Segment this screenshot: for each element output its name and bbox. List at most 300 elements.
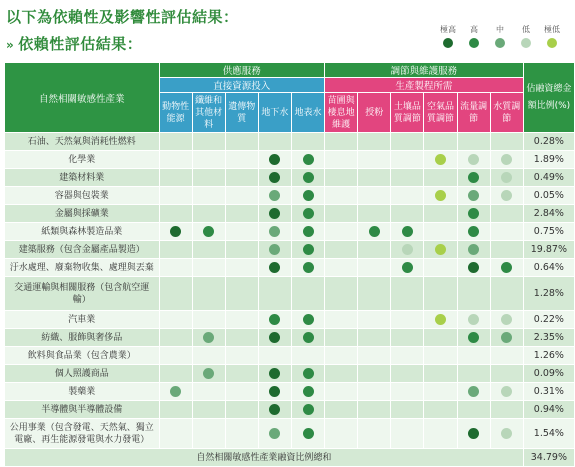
rating-cell bbox=[391, 205, 424, 223]
rating-dot-icon bbox=[402, 226, 413, 237]
rating-cell bbox=[358, 259, 391, 277]
rating-cell bbox=[258, 329, 291, 347]
rating-cell bbox=[159, 277, 192, 311]
financing-pct: 2.84% bbox=[523, 205, 574, 223]
rating-dot-icon bbox=[468, 262, 479, 273]
rating-cell bbox=[457, 347, 490, 365]
rating-dot-icon bbox=[303, 172, 314, 183]
rating-dot-icon bbox=[468, 386, 479, 397]
financing-pct: 0.31% bbox=[523, 383, 574, 401]
column-header: 授粉 bbox=[358, 93, 391, 133]
rating-cell bbox=[490, 419, 523, 449]
rating-cell bbox=[192, 241, 225, 259]
legend-dot-icon bbox=[495, 38, 505, 48]
subgroup-header-supply: 直接資源投入 bbox=[159, 78, 325, 93]
rating-cell bbox=[192, 223, 225, 241]
table-row bbox=[5, 187, 575, 205]
rating-cell bbox=[258, 241, 291, 259]
pct-header: 佔融資總金額比例(%) bbox=[523, 63, 574, 133]
rating-dot-icon bbox=[303, 404, 314, 415]
rating-cell bbox=[325, 347, 358, 365]
rating-cell bbox=[258, 133, 291, 151]
section-subheading bbox=[6, 33, 142, 54]
rating-cell bbox=[457, 241, 490, 259]
rating-cell bbox=[391, 365, 424, 383]
table-row bbox=[5, 223, 575, 241]
legend-label: 極高 bbox=[440, 25, 456, 34]
rating-dot-icon bbox=[303, 332, 314, 343]
rating-dot-icon bbox=[501, 386, 512, 397]
rating-dot-icon bbox=[269, 404, 280, 415]
rating-cell bbox=[258, 383, 291, 401]
rating-dot-icon bbox=[203, 226, 214, 237]
rating-cell bbox=[225, 383, 258, 401]
rating-cell bbox=[325, 151, 358, 169]
industry-label: 個人照護商品 bbox=[5, 365, 160, 383]
industry-label: 金屬與採礦業 bbox=[5, 205, 160, 223]
rating-cell bbox=[291, 169, 324, 187]
rating-cell bbox=[325, 133, 358, 151]
rating-cell bbox=[325, 329, 358, 347]
rating-cell bbox=[325, 205, 358, 223]
total-row bbox=[5, 449, 575, 467]
rating-dot-icon bbox=[269, 154, 280, 165]
legend-dot-icon bbox=[521, 38, 531, 48]
rating-dot-icon bbox=[269, 368, 280, 379]
rating-cell bbox=[490, 401, 523, 419]
rating-cell bbox=[225, 419, 258, 449]
rating-cell bbox=[490, 205, 523, 223]
rating-cell bbox=[258, 187, 291, 205]
rating-dot-icon bbox=[303, 226, 314, 237]
rating-cell bbox=[159, 419, 192, 449]
rating-cell bbox=[358, 419, 391, 449]
column-header: 纖維和其他材料 bbox=[192, 93, 225, 133]
total-pct: 34.79% bbox=[523, 449, 574, 467]
rating-cell bbox=[258, 223, 291, 241]
table-row bbox=[5, 241, 575, 259]
rating-cell bbox=[159, 151, 192, 169]
rating-cell bbox=[358, 277, 391, 311]
table-row bbox=[5, 365, 575, 383]
rating-dot-icon bbox=[501, 332, 512, 343]
rating-cell bbox=[258, 151, 291, 169]
rating-cell bbox=[424, 151, 457, 169]
rating-cell bbox=[159, 311, 192, 329]
column-header: 水質調節 bbox=[490, 93, 523, 133]
legend-dot-icon bbox=[469, 38, 479, 48]
rating-cell bbox=[391, 419, 424, 449]
table-row bbox=[5, 277, 575, 311]
financing-pct: 19.87% bbox=[523, 241, 574, 259]
rating-cell bbox=[325, 383, 358, 401]
rating-cell bbox=[391, 259, 424, 277]
rating-cell bbox=[391, 311, 424, 329]
table-row bbox=[5, 401, 575, 419]
column-header: 地表水 bbox=[291, 93, 324, 133]
table-row bbox=[5, 169, 575, 187]
rating-cell bbox=[457, 419, 490, 449]
rating-cell bbox=[291, 241, 324, 259]
rating-cell bbox=[391, 277, 424, 311]
rating-cell bbox=[391, 151, 424, 169]
rating-dot-icon bbox=[435, 190, 446, 201]
legend-item bbox=[539, 24, 565, 48]
legend-item bbox=[487, 24, 513, 48]
rating-cell bbox=[424, 329, 457, 347]
industry-label: 石油、天然氣與消耗性燃料 bbox=[5, 133, 160, 151]
rating-dot-icon bbox=[501, 172, 512, 183]
column-header: 土壤品質調節 bbox=[391, 93, 424, 133]
legend-label: 高 bbox=[470, 25, 478, 34]
rating-dot-icon bbox=[468, 314, 479, 325]
rating-cell bbox=[358, 241, 391, 259]
rating-dot-icon bbox=[303, 208, 314, 219]
rating-cell bbox=[391, 133, 424, 151]
industry-label: 化學業 bbox=[5, 151, 160, 169]
rating-cell bbox=[457, 151, 490, 169]
rating-cell bbox=[358, 365, 391, 383]
legend-dot-icon bbox=[443, 38, 453, 48]
column-header: 地下水 bbox=[258, 93, 291, 133]
rating-dot-icon bbox=[303, 428, 314, 439]
rating-dot-icon bbox=[501, 428, 512, 439]
rating-cell bbox=[291, 329, 324, 347]
column-header: 遺傳物質 bbox=[225, 93, 258, 133]
rating-cell bbox=[490, 241, 523, 259]
rating-cell bbox=[424, 419, 457, 449]
rating-cell bbox=[457, 311, 490, 329]
rating-cell bbox=[291, 223, 324, 241]
rating-cell bbox=[159, 365, 192, 383]
column-header: 動物性能源 bbox=[159, 93, 192, 133]
rating-cell bbox=[291, 187, 324, 205]
rating-cell bbox=[192, 151, 225, 169]
rating-cell bbox=[291, 401, 324, 419]
legend-label: 中 bbox=[496, 25, 504, 34]
rating-dot-icon bbox=[269, 226, 280, 237]
rating-cell bbox=[159, 133, 192, 151]
industry-label: 汽車業 bbox=[5, 311, 160, 329]
table-row bbox=[5, 347, 575, 365]
rating-cell bbox=[192, 347, 225, 365]
financing-pct: 0.75% bbox=[523, 223, 574, 241]
table-row bbox=[5, 133, 575, 151]
rating-cell bbox=[358, 347, 391, 365]
rating-cell bbox=[192, 365, 225, 383]
rating-cell bbox=[225, 277, 258, 311]
legend-label: 極低 bbox=[544, 25, 560, 34]
rating-dot-icon bbox=[501, 154, 512, 165]
rating-cell bbox=[358, 311, 391, 329]
rating-dot-icon bbox=[203, 368, 214, 379]
rating-cell bbox=[258, 259, 291, 277]
rating-cell bbox=[291, 419, 324, 449]
rating-dot-icon bbox=[303, 386, 314, 397]
rating-dot-icon bbox=[269, 386, 280, 397]
rating-cell bbox=[192, 205, 225, 223]
rating-dot-icon bbox=[303, 368, 314, 379]
rating-cell bbox=[225, 169, 258, 187]
rating-dot-icon bbox=[303, 154, 314, 165]
rating-cell bbox=[457, 277, 490, 311]
rating-dot-icon bbox=[269, 244, 280, 255]
legend-item bbox=[435, 24, 461, 48]
rating-dot-icon bbox=[435, 314, 446, 325]
rating-cell bbox=[325, 365, 358, 383]
rating-cell bbox=[358, 151, 391, 169]
rating-cell bbox=[325, 259, 358, 277]
table-row bbox=[5, 259, 575, 277]
financing-pct: 0.05% bbox=[523, 187, 574, 205]
rating-cell bbox=[490, 259, 523, 277]
industry-label: 製藥業 bbox=[5, 383, 160, 401]
rating-cell bbox=[490, 169, 523, 187]
rating-cell bbox=[424, 259, 457, 277]
rating-dot-icon bbox=[468, 332, 479, 343]
rating-cell bbox=[457, 205, 490, 223]
rating-cell bbox=[159, 347, 192, 365]
rating-cell bbox=[358, 329, 391, 347]
rating-cell bbox=[192, 419, 225, 449]
rating-dot-icon bbox=[269, 208, 280, 219]
rating-cell bbox=[358, 223, 391, 241]
rating-dot-icon bbox=[269, 314, 280, 325]
rating-cell bbox=[291, 151, 324, 169]
column-header: 空氣品質調節 bbox=[424, 93, 457, 133]
industry-label: 紙類與森林製造品業 bbox=[5, 223, 160, 241]
financing-pct: 0.28% bbox=[523, 133, 574, 151]
rating-cell bbox=[325, 419, 358, 449]
rating-cell bbox=[424, 187, 457, 205]
table-row bbox=[5, 329, 575, 347]
rating-cell bbox=[225, 205, 258, 223]
rating-dot-icon bbox=[468, 208, 479, 219]
rating-cell bbox=[358, 187, 391, 205]
rating-cell bbox=[358, 401, 391, 419]
rating-cell bbox=[490, 329, 523, 347]
rating-cell bbox=[457, 133, 490, 151]
industry-label: 半導體與半導體設備 bbox=[5, 401, 160, 419]
rating-cell bbox=[258, 365, 291, 383]
subgroup-header-regulating: 生產製程所需 bbox=[325, 78, 524, 93]
rating-cell bbox=[192, 329, 225, 347]
rating-cell bbox=[192, 133, 225, 151]
rating-cell bbox=[358, 205, 391, 223]
rating-cell bbox=[192, 383, 225, 401]
rating-cell bbox=[291, 383, 324, 401]
rating-dot-icon bbox=[501, 190, 512, 201]
rating-dot-icon bbox=[468, 154, 479, 165]
rating-dot-icon bbox=[468, 226, 479, 237]
rating-cell bbox=[457, 187, 490, 205]
rating-cell bbox=[291, 311, 324, 329]
financing-pct: 1.54% bbox=[523, 419, 574, 449]
rating-cell bbox=[291, 205, 324, 223]
rating-cell bbox=[159, 259, 192, 277]
rating-cell bbox=[457, 223, 490, 241]
rating-dot-icon bbox=[468, 172, 479, 183]
table-row bbox=[5, 205, 575, 223]
rating-cell bbox=[159, 401, 192, 419]
rating-cell bbox=[424, 347, 457, 365]
rating-cell bbox=[225, 259, 258, 277]
rating-cell bbox=[192, 187, 225, 205]
industry-label: 交通運輸與相關服務（包含航空運輸） bbox=[5, 277, 160, 311]
rating-cell bbox=[225, 311, 258, 329]
rating-dot-icon bbox=[369, 226, 380, 237]
rating-cell bbox=[490, 347, 523, 365]
rating-cell bbox=[424, 311, 457, 329]
page-heading: 以下為依賴性及影響性評估結果： bbox=[6, 8, 239, 26]
total-label: 自然相關敏感性產業融資比例總和 bbox=[5, 449, 524, 467]
rating-dot-icon bbox=[269, 190, 280, 201]
industry-label: 公用事業（包含發電、天然氣、獨立電廠、再生能源發電與水力發電） bbox=[5, 419, 160, 449]
rating-cell bbox=[391, 169, 424, 187]
rating-cell bbox=[424, 383, 457, 401]
rating-cell bbox=[225, 401, 258, 419]
rating-cell bbox=[291, 259, 324, 277]
rating-cell bbox=[457, 329, 490, 347]
rating-cell bbox=[258, 347, 291, 365]
rating-dot-icon bbox=[269, 172, 280, 183]
rating-cell bbox=[391, 401, 424, 419]
rating-cell bbox=[391, 347, 424, 365]
rating-cell bbox=[457, 365, 490, 383]
rating-cell bbox=[424, 241, 457, 259]
rating-dot-icon bbox=[303, 190, 314, 201]
rating-cell bbox=[159, 187, 192, 205]
rating-cell bbox=[291, 347, 324, 365]
rating-cell bbox=[192, 169, 225, 187]
rating-dot-icon bbox=[303, 244, 314, 255]
rating-cell bbox=[192, 311, 225, 329]
rating-dot-icon bbox=[269, 262, 280, 273]
rating-cell bbox=[225, 329, 258, 347]
rating-cell bbox=[490, 133, 523, 151]
rating-cell bbox=[258, 419, 291, 449]
rating-cell bbox=[192, 401, 225, 419]
rating-cell bbox=[225, 133, 258, 151]
rating-cell bbox=[325, 223, 358, 241]
rating-cell bbox=[391, 383, 424, 401]
rating-dot-icon bbox=[435, 154, 446, 165]
group-header-regulating: 調節與維護服務 bbox=[325, 63, 524, 78]
rating-cell bbox=[490, 151, 523, 169]
rating-cell bbox=[291, 133, 324, 151]
rating-cell bbox=[391, 241, 424, 259]
rating-cell bbox=[391, 223, 424, 241]
rating-dot-icon bbox=[170, 386, 181, 397]
rating-cell bbox=[424, 169, 457, 187]
rating-cell bbox=[159, 383, 192, 401]
rating-dot-icon bbox=[402, 262, 413, 273]
rating-cell bbox=[457, 169, 490, 187]
financing-pct: 1.26% bbox=[523, 347, 574, 365]
rating-cell bbox=[424, 401, 457, 419]
rating-cell bbox=[291, 277, 324, 311]
rating-cell bbox=[325, 311, 358, 329]
industry-label: 建築材料業 bbox=[5, 169, 160, 187]
rating-cell bbox=[225, 223, 258, 241]
legend-label: 低 bbox=[522, 25, 530, 34]
column-header: 苗圃與棲息地維護 bbox=[325, 93, 358, 133]
rating-cell bbox=[159, 169, 192, 187]
rating-cell bbox=[258, 277, 291, 311]
rating-cell bbox=[192, 259, 225, 277]
rating-dot-icon bbox=[269, 428, 280, 439]
rating-cell bbox=[490, 277, 523, 311]
rating-cell bbox=[391, 329, 424, 347]
rating-cell bbox=[424, 277, 457, 311]
industry-label: 飲料與食品業（包含農業） bbox=[5, 347, 160, 365]
rating-cell bbox=[424, 205, 457, 223]
subheading-text: 依賴性評估結果： bbox=[18, 35, 143, 53]
legend-item bbox=[461, 24, 487, 48]
rating-dot-icon bbox=[435, 244, 446, 255]
financing-pct: 0.09% bbox=[523, 365, 574, 383]
rating-cell bbox=[225, 151, 258, 169]
rating-cell bbox=[291, 365, 324, 383]
rating-cell bbox=[490, 311, 523, 329]
rating-cell bbox=[358, 133, 391, 151]
rating-cell bbox=[391, 187, 424, 205]
rating-cell bbox=[490, 223, 523, 241]
rating-dot-icon bbox=[269, 332, 280, 343]
corner-header: 自然相關敏感性產業 bbox=[5, 63, 160, 133]
industry-label: 汙水處理、廢棄物收集、處理與丟棄 bbox=[5, 259, 160, 277]
rating-cell bbox=[457, 401, 490, 419]
rating-dot-icon bbox=[501, 314, 512, 325]
rating-cell bbox=[325, 169, 358, 187]
rating-cell bbox=[159, 223, 192, 241]
group-header-supply: 供應服務 bbox=[159, 63, 325, 78]
industry-label: 紡織、服飾與奢侈品 bbox=[5, 329, 160, 347]
financing-pct: 1.89% bbox=[523, 151, 574, 169]
industry-label: 建築服務（包含金屬產品製造） bbox=[5, 241, 160, 259]
rating-legend bbox=[435, 24, 565, 48]
rating-cell bbox=[258, 311, 291, 329]
rating-dot-icon bbox=[203, 332, 214, 343]
legend-dot-icon bbox=[547, 38, 557, 48]
rating-cell bbox=[159, 329, 192, 347]
table-row bbox=[5, 151, 575, 169]
rating-cell bbox=[490, 187, 523, 205]
rating-cell bbox=[225, 187, 258, 205]
financing-pct: 2.35% bbox=[523, 329, 574, 347]
rating-dot-icon bbox=[501, 262, 512, 273]
table-row bbox=[5, 383, 575, 401]
rating-cell bbox=[225, 241, 258, 259]
rating-dot-icon bbox=[468, 244, 479, 255]
rating-cell bbox=[159, 241, 192, 259]
rating-cell bbox=[159, 205, 192, 223]
rating-cell bbox=[490, 365, 523, 383]
rating-cell bbox=[225, 347, 258, 365]
table-row bbox=[5, 311, 575, 329]
rating-cell bbox=[258, 205, 291, 223]
rating-cell bbox=[424, 133, 457, 151]
legend-item bbox=[513, 24, 539, 48]
rating-dot-icon bbox=[468, 428, 479, 439]
rating-cell bbox=[325, 401, 358, 419]
column-header: 流量調節 bbox=[457, 93, 490, 133]
rating-cell bbox=[424, 365, 457, 383]
dependency-table bbox=[4, 62, 575, 467]
financing-pct: 0.64% bbox=[523, 259, 574, 277]
rating-cell bbox=[325, 187, 358, 205]
table-row bbox=[5, 419, 575, 449]
